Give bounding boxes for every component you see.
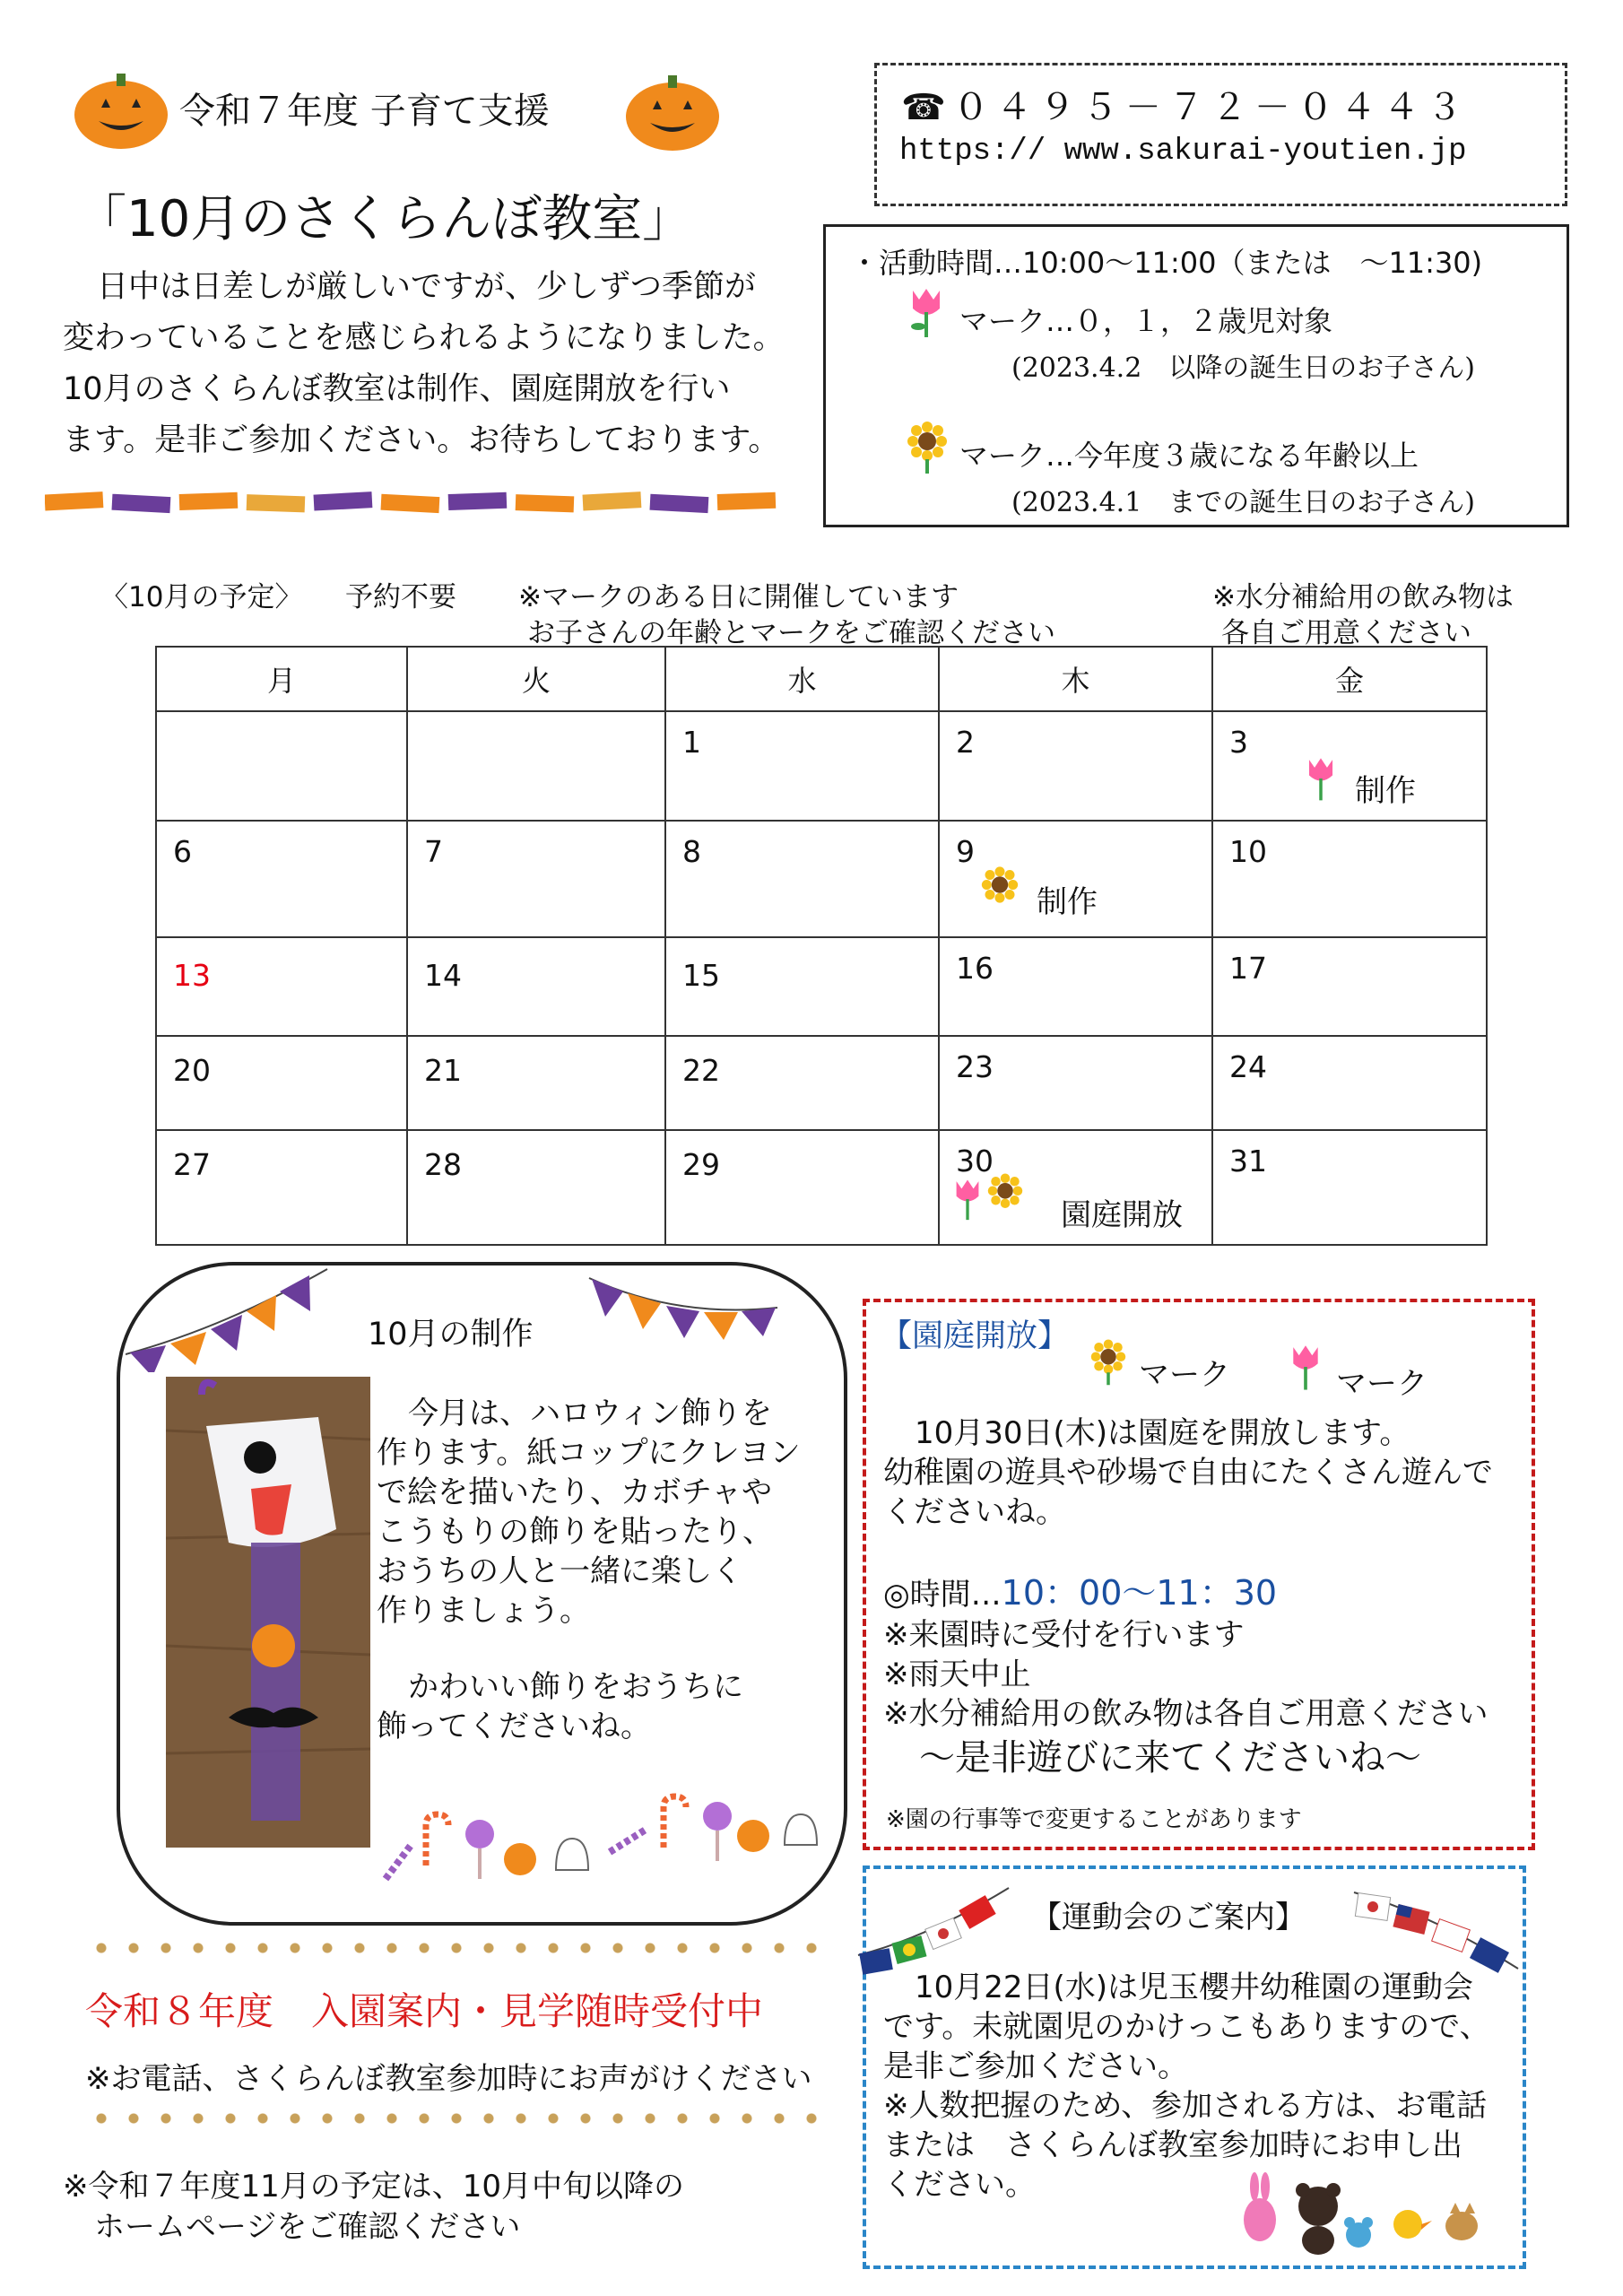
header-subtitle: 令和７年度 子育て支援 — [179, 91, 550, 132]
day-number: 8 — [682, 834, 701, 869]
admission-title: 令和８年度 入園案内・見学随時受付中 — [85, 1989, 764, 2033]
garden-time-value: 10：00～11：30 — [1001, 1573, 1278, 1613]
day-number: 2 — [956, 725, 975, 760]
admission-note: ※お電話、さくらんぼ教室参加時にお声がけください — [85, 2061, 812, 2097]
tulip-icon — [1287, 1341, 1324, 1393]
sports-title: 【運動会のご案内】 — [1031, 1900, 1306, 1935]
day-number: 3 — [1229, 725, 1248, 760]
tulip-icon — [906, 285, 947, 339]
pumpkin-icon — [619, 65, 726, 154]
sunflower-icon — [1089, 1336, 1127, 1387]
ghost-craft-image — [166, 1377, 370, 1848]
day-number: 20 — [173, 1053, 211, 1088]
november-note: ホームページをご確認ください — [94, 2209, 521, 2245]
calendar-cell — [407, 1130, 665, 1245]
intro-line: 10月のさくらんぼ教室は制作、園庭開放を行い — [63, 371, 731, 407]
day-number: 14 — [424, 958, 462, 993]
garden-note: ※水分補給用の飲み物は各自ご用意ください — [883, 1696, 1488, 1732]
calendar-week-row — [156, 1036, 1487, 1130]
drink-note: 各自ご用意ください — [1221, 617, 1471, 649]
garden-text-line: 幼稚園の遊具や砂場で自由にたくさん遊んで — [883, 1455, 1493, 1491]
craft-photo — [166, 1377, 370, 1848]
calendar-cell — [407, 821, 665, 937]
dotted-divider — [85, 2112, 820, 2125]
calendar-cell — [665, 1130, 939, 1245]
intro-line: 日中は日差しが厳しいですが、少しずつ季節が — [97, 269, 757, 305]
intro-line: 変わっていることを感じられるようになりました。 — [63, 320, 785, 356]
garden-title: 【園庭開放】 — [881, 1318, 1070, 1354]
event-label: 園庭開放 — [1061, 1197, 1183, 1233]
craft-text-line: で絵を描いたり、カボチャや — [377, 1474, 772, 1510]
day-number: 27 — [173, 1147, 211, 1182]
garden-mark-label: マーク — [1139, 1357, 1230, 1393]
calendar-cell — [939, 821, 1212, 937]
day-number: 15 — [682, 958, 720, 993]
calendar-cell — [939, 711, 1212, 821]
craft-text-line: かわいい飾りをおうちに — [408, 1669, 743, 1705]
calendar-cell — [665, 1036, 939, 1130]
sports-text-line: ※人数把握のため、参加される方は、お電話 — [883, 2088, 1488, 2124]
website-link[interactable]: https:// www.sakurai-youtien.jp — [899, 135, 1467, 169]
garden-note: ※来園時に受付を行います — [883, 1617, 1245, 1653]
weekday-header: 金 — [1212, 647, 1487, 711]
calendar-week-row — [156, 1130, 1487, 1245]
weekday-header: 月 — [156, 647, 407, 711]
animals-running-illustration — [1233, 2170, 1493, 2260]
day-number: 23 — [956, 1049, 994, 1084]
intro-line: ます。是非ご参加ください。お待ちしております。 — [63, 422, 780, 458]
sunflower-mark-label: マーク…今年度３歳になる年齢以上 — [959, 439, 1419, 473]
weekday-header: 木 — [939, 647, 1212, 711]
calendar-cell — [407, 937, 665, 1036]
craft-title: 10月の制作 — [368, 1317, 534, 1352]
weekday-header: 水 — [665, 647, 939, 711]
halloween-bunting — [587, 1274, 780, 1354]
calendar-cell — [939, 1036, 1212, 1130]
craft-text-line: 今月は、ハロウィン飾りを — [408, 1396, 772, 1431]
day-number: 6 — [173, 834, 192, 869]
garden-time — [883, 1565, 1277, 1614]
halloween-bunting — [126, 1265, 332, 1372]
candy-decoration — [377, 1789, 825, 1888]
calendar-cell — [665, 821, 939, 937]
day-number: 1 — [682, 725, 701, 760]
garden-time-label: ◎時間… — [883, 1577, 1002, 1613]
day-number: 17 — [1229, 951, 1267, 986]
calendar-cell — [665, 711, 939, 821]
october-calendar — [155, 646, 1488, 1246]
intro-text — [63, 262, 816, 466]
day-number: 28 — [424, 1147, 462, 1182]
pumpkin-icon — [67, 63, 175, 152]
tulip-icon — [1303, 753, 1339, 804]
garden-text-line: 10月30日(木)は園庭を開放します。 — [915, 1415, 1410, 1451]
sunflower-icon — [906, 420, 949, 474]
calendar-cell — [156, 821, 407, 937]
garden-closing: ～是非遊びに来てくださいね～ — [919, 1737, 1421, 1779]
weekday-header: 火 — [407, 647, 665, 711]
sports-text-line: 是非ご参加ください。 — [883, 2048, 1188, 2084]
garden-footnote: ※園の行事等で変更することがあります — [886, 1806, 1302, 1833]
garden-text-line: くださいね。 — [883, 1494, 1066, 1530]
garden-mark-label: マーク — [1336, 1366, 1428, 1402]
sports-text-line: です。未就園児のかけっこもありますので、 — [883, 2009, 1490, 2045]
calendar-cell — [1212, 937, 1487, 1036]
calendar-cell — [156, 1130, 407, 1245]
calendar-cell — [1212, 1130, 1487, 1245]
calendar-cell — [407, 1036, 665, 1130]
calendar-week-row — [156, 821, 1487, 937]
tape-divider — [45, 484, 816, 520]
drink-note: ※水分補給用の飲み物は — [1212, 581, 1514, 613]
calendar-cell — [1212, 821, 1487, 937]
day-number: 21 — [424, 1053, 462, 1088]
craft-text-line: おうちの人と一緒に楽しく — [377, 1553, 742, 1589]
calendar-cell — [156, 711, 407, 821]
calendar-cell — [939, 1130, 1212, 1245]
calendar-cell — [1212, 1036, 1487, 1130]
calendar-cell — [156, 937, 407, 1036]
calendar-cell — [1212, 711, 1487, 821]
day-number: 9 — [956, 834, 975, 869]
day-number: 30 — [956, 1144, 994, 1178]
calendar-week-row — [156, 937, 1487, 1036]
craft-text-line: 作りましょう。 — [377, 1593, 590, 1629]
tulip-note: (2023.4.2 以降の誕生日のお子さん) — [1011, 352, 1476, 384]
schedule-note: ※マークのある日に開催しています — [518, 581, 959, 613]
sports-text-line: または さくらんぼ教室参加時にお申し出 — [883, 2127, 1462, 2163]
day-number: 29 — [682, 1147, 720, 1182]
day-number: 24 — [1229, 1049, 1267, 1084]
day-number: 10 — [1229, 834, 1267, 869]
schedule-note: お子さんの年齢とマークをご確認ください — [527, 617, 1055, 649]
tulip-icon — [950, 1174, 985, 1224]
craft-text-line: 作ります。紙コップにクレヨン — [377, 1435, 801, 1471]
day-number: 16 — [956, 951, 994, 986]
no-reservation-label: 予約不要 — [345, 581, 456, 613]
craft-text-line: こうもりの飾りを貼ったり、 — [377, 1514, 773, 1550]
sunflower-icon — [986, 1170, 1024, 1221]
day-number: 31 — [1229, 1144, 1267, 1178]
day-number: 22 — [682, 1053, 720, 1088]
schedule-label: 〈10月の予定〉 — [100, 581, 303, 613]
calendar-week-row — [156, 711, 1487, 821]
page-title: 「10月のさくらんぼ教室」 — [76, 190, 693, 248]
calendar-weekday-row — [156, 647, 1487, 711]
garden-note: ※雨天中止 — [883, 1657, 1031, 1692]
activity-time: ・活動時間…10:00～11:00（または ～11:30) — [850, 246, 1483, 280]
sunflower-note: (2023.4.1 までの誕生日のお子さん) — [1011, 487, 1476, 518]
phone-number[interactable]: ☎０４９５－７２－０４４３ — [901, 87, 1470, 128]
event-label: 制作 — [1037, 884, 1098, 920]
november-note: ※令和７年度11月の予定は、10月中旬以降の — [63, 2169, 685, 2205]
tulip-mark-label: マーク…０，１，２歳児対象 — [959, 304, 1333, 338]
calendar-cell — [156, 1036, 407, 1130]
craft-text-line: 飾ってくださいね。 — [377, 1709, 651, 1744]
calendar-cell — [665, 937, 939, 1036]
day-number: 7 — [424, 834, 443, 869]
calendar-cell — [939, 937, 1212, 1036]
dotted-divider — [85, 1942, 820, 1954]
day-number-holiday: 13 — [173, 958, 211, 993]
calendar-cell — [407, 711, 665, 821]
sports-text-line: ください。 — [883, 2167, 1036, 2203]
sports-text-line: 10月22日(水)は児玉櫻井幼稚園の運動会 — [915, 1970, 1474, 2005]
event-label: 制作 — [1355, 773, 1416, 809]
sunflower-icon — [980, 865, 1020, 915]
